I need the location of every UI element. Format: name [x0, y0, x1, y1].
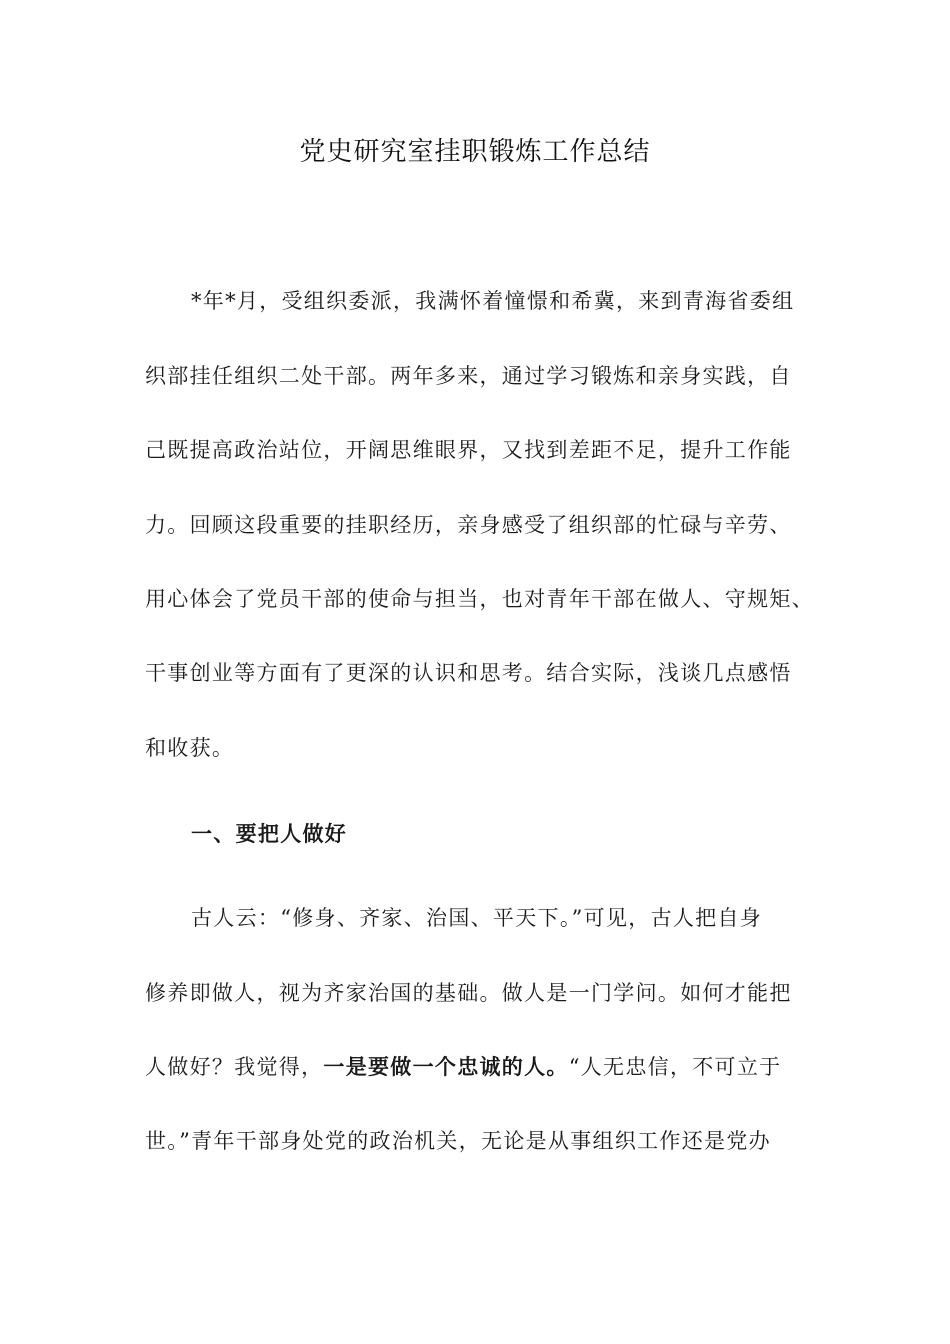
paragraph-line: 和收获。 — [145, 736, 235, 760]
bold-text-segment: 一是要做一个忠诚的人。 — [323, 1054, 569, 1079]
paragraph-line: *年*月，受组织委派，我满怀着憧憬和希冀，来到青海省委组 — [191, 289, 795, 313]
paragraph-line: 织部挂任组织二处干部。两年多来，通过学习锻炼和亲身实践，自 — [145, 364, 792, 388]
text-segment: “人无忠信，不可立于 — [568, 1055, 782, 1079]
paragraph-line: 修养即做人，视为齐家治国的基础。做人是一门学问。如何才能把 — [145, 981, 792, 1005]
paragraph-line: 力。回顾这段重要的挂职经历，亲身感受了组织部的忙碌与辛劳、 — [145, 513, 792, 537]
text-segment: 人做好？我觉得， — [145, 1055, 324, 1079]
paragraph-line: 古人云：“修身、齐家、治国、平天下。”可见，古人把自身 — [191, 906, 763, 930]
paragraph-line: 干事创业等方面有了更深的认识和思考。结合实际，浅谈几点感悟 — [145, 661, 792, 685]
paragraph-line: 用心体会了党员干部的使命与担当，也对青年干部在做人、守规矩、 — [145, 587, 814, 611]
paragraph-line-mixed — [145, 1053, 805, 1081]
section-heading: 一、要把人做好 — [191, 821, 348, 846]
document-title: 党史研究室挂职锻炼工作总结 — [299, 137, 651, 167]
paragraph-line: 己既提高政治站位，开阔思维眼界，又找到差距不足，提升工作能 — [145, 438, 792, 462]
paragraph-line: 世。”青年干部身处党的政治机关，无论是从事组织工作还是党办 — [145, 1129, 771, 1153]
